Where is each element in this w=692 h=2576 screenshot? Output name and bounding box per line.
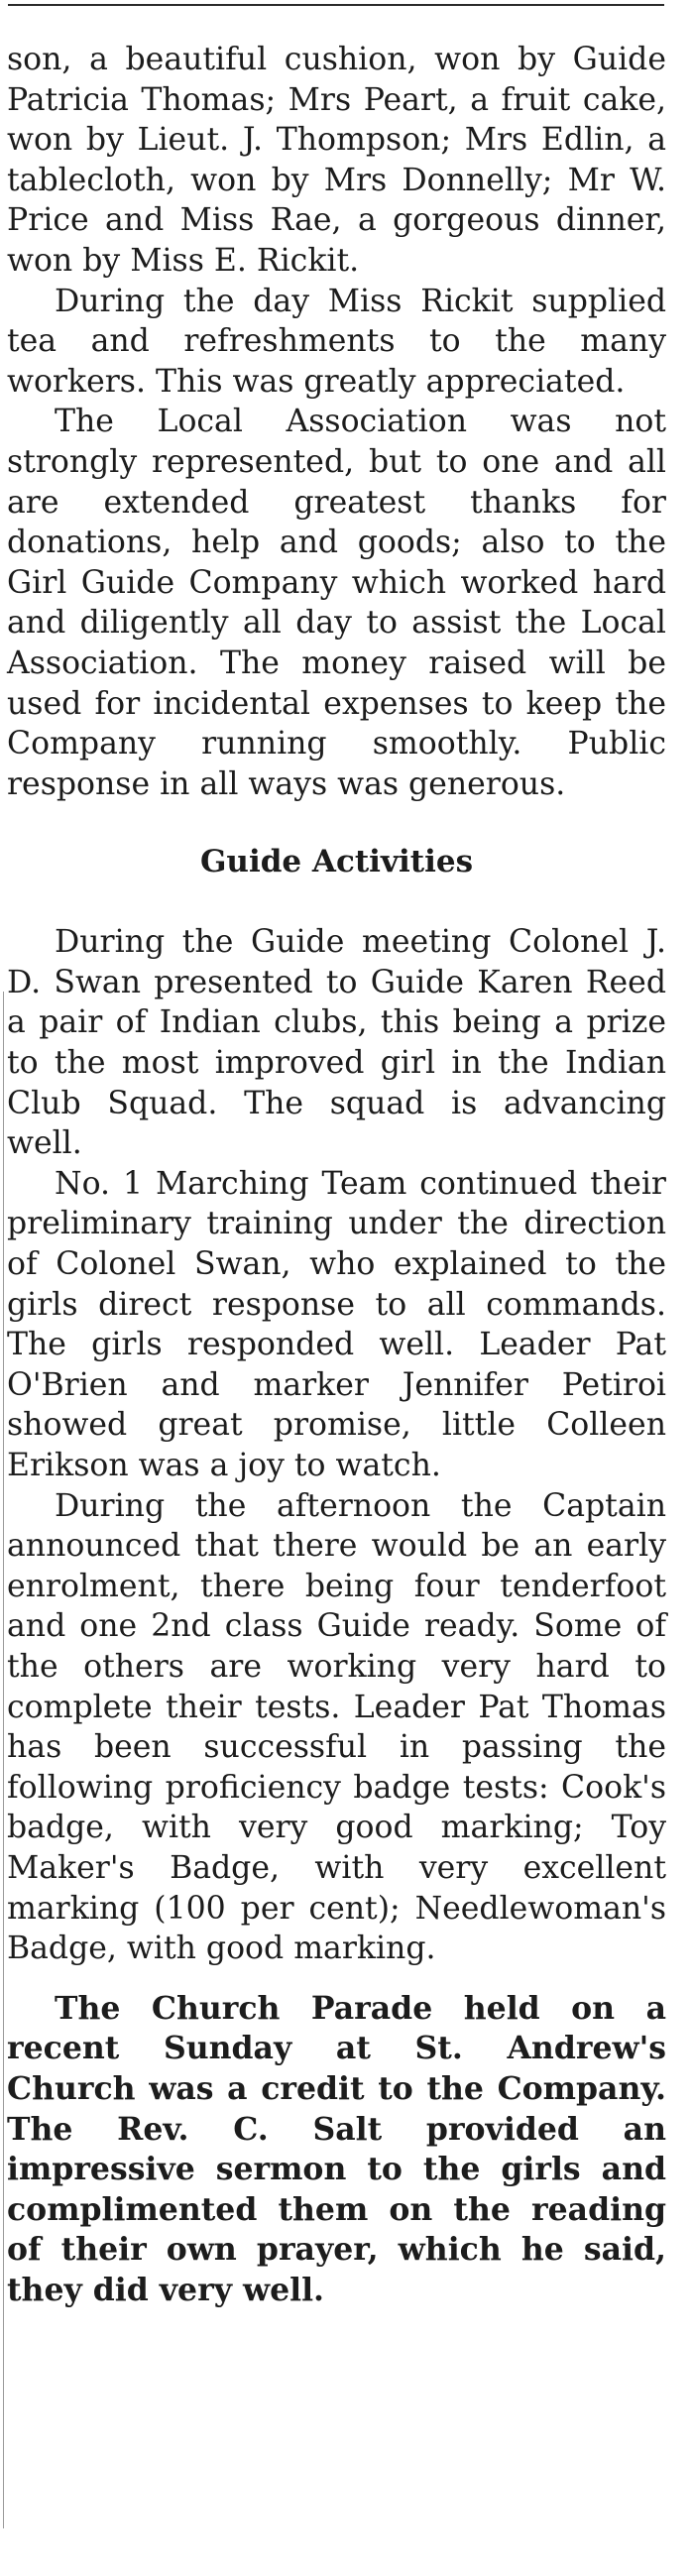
continued-paragraph: son, a beautiful cushion, won by Guide Patricia Thomas; Mrs Peart, a fruit cake, won by Lieut. J. Thompson; Mrs Edlin, a tablecloth, won by Mrs Donnelly; Mr W. Price and Miss Rae, a gorgeous dinner, won by Miss E. Rickit. (7, 42, 666, 279)
article-column (7, 40, 666, 2310)
marching-team-paragraph: No. 1 Marching Team continued their preliminary training under the direction of Colonel Swan, who explained to the girls direct response to all commands. The girls responded well. Leader Pat O'Brien and marker Jennifer Petiroi showed great promise, little Colleen Erikson was a joy to watch. (7, 1165, 666, 1483)
left-column-rule (3, 992, 4, 2528)
guide-meeting-paragraph: During the Guide meeting Colonel J. D. Swan presented to Guide Karen Reed a pair of Indian clubs, this being a prize to the most improved girl in the Indian Club Squad. The squad is advancing well. (7, 924, 666, 1162)
church-parade-paragraph: The Church Parade held on a recent Sunday at St. Andrew's Church was a credit to the Company. The Rev. C. Salt provided an impressive sermon to the girls and complimented them on the reading of their own prayer, which he said, they did very well. (7, 1989, 666, 2308)
top-column-rule (8, 4, 664, 6)
refreshments-paragraph: During the day Miss Rickit supplied tea and refreshments to the many workers. This was greatly appreciated. (7, 283, 666, 400)
local-association-paragraph: The Local Association was not strongly represented, but to one and all are extended greatest thanks for donations, help and goods; also to the Girl Guide Company which worked hard and diligently all day to assist the Local Association. The money raised will be used for incidental expenses to keep the Company running smoothly. Public response in all ways was generous. (7, 404, 666, 802)
enrolment-paragraph: During the afternoon the Captain announced that there would be an early enrolment, there being four tenderfoot and one 2nd class Guide ready. Some of the others are working very hard to complete their tests. Leader Pat Thomas has been successful in passing the following proficiency badge tests: Cook's badge, with very good marking; Toy Maker's Badge, with very excellent marking (100 per cent); Needlewoman's Badge, with good marking. (7, 1487, 666, 1967)
section-heading: Guide Activities (199, 844, 474, 880)
